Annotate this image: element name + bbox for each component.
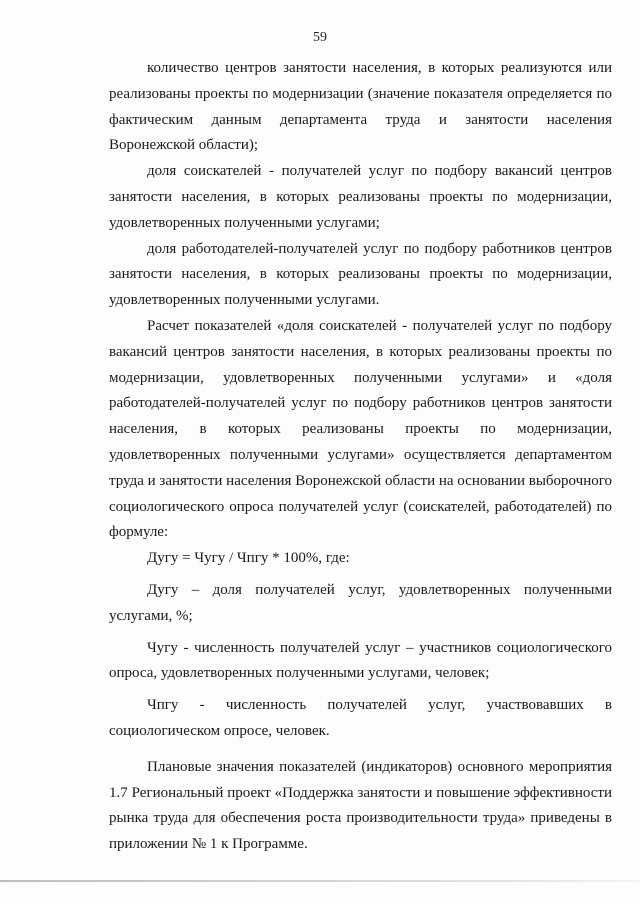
- page-content: [109, 56, 612, 858]
- paragraph-planned-values: Плановые значения показателей (индикаторов) основного мероприятия 1.7 Региональный проект «Поддержка занятости и повышение эффективности рынка труда для обеспечения роста производительности труда» приведены в приложении № 1 к Программе.: [109, 758, 612, 853]
- page-number: 59: [313, 30, 327, 45]
- paragraph-job-seekers-share: доля соискателей - получателей услуг по подбору вакансий центров занятости населения, в которых реализованы проекты по модернизации, удовлетворенных полученными услугами;: [109, 163, 612, 231]
- definition-chpgu: Чпгу - численность получателей услуг, участвовавших в социологическом опросе, человек.: [109, 697, 612, 739]
- paragraph-employers-share: доля работодателей-получателей услуг по подбору работников центров занятости населения, в которых реализованы проекты по модернизации, удовлетворенных полученными услугами.: [109, 240, 612, 309]
- formula: Дугу = Чугу / Чпгу * 100%, где:: [147, 550, 350, 567]
- definition-chugu: Чугу - численность получателей услуг – участников социологического опроса, удовлетворенных полученными услугами, человек;: [109, 639, 612, 682]
- scan-edge-line: [0, 880, 640, 882]
- paragraph-calculation: Расчет показателей «доля соискателей - получателей услуг по подбору вакансий центров занятости населения, в которых реализованы проекты по модернизации, удовлетворенных полученными услугами» и «доля работодателей-получателей услуг по подбору работников центров занятости населения, в которых реализованы проекты по модернизации, удовлетворенных полученными услугами» осуществляется департаментом труда и занятости населения Воронежской области на основании выборочного социологического опроса получателей услуг (соискателей, работодателей) по формуле:: [109, 317, 612, 541]
- paragraph-centers-count: количество центров занятости населения, в которых реализуются или реализованы проекты по модернизации (значение показателя определяется по фактическим данным департамента труда и занятости населения Воронежской области);: [109, 60, 612, 154]
- definition-dugu: Дугу – доля получателей услуг, удовлетворенных полученными услугами, %;: [109, 581, 612, 624]
